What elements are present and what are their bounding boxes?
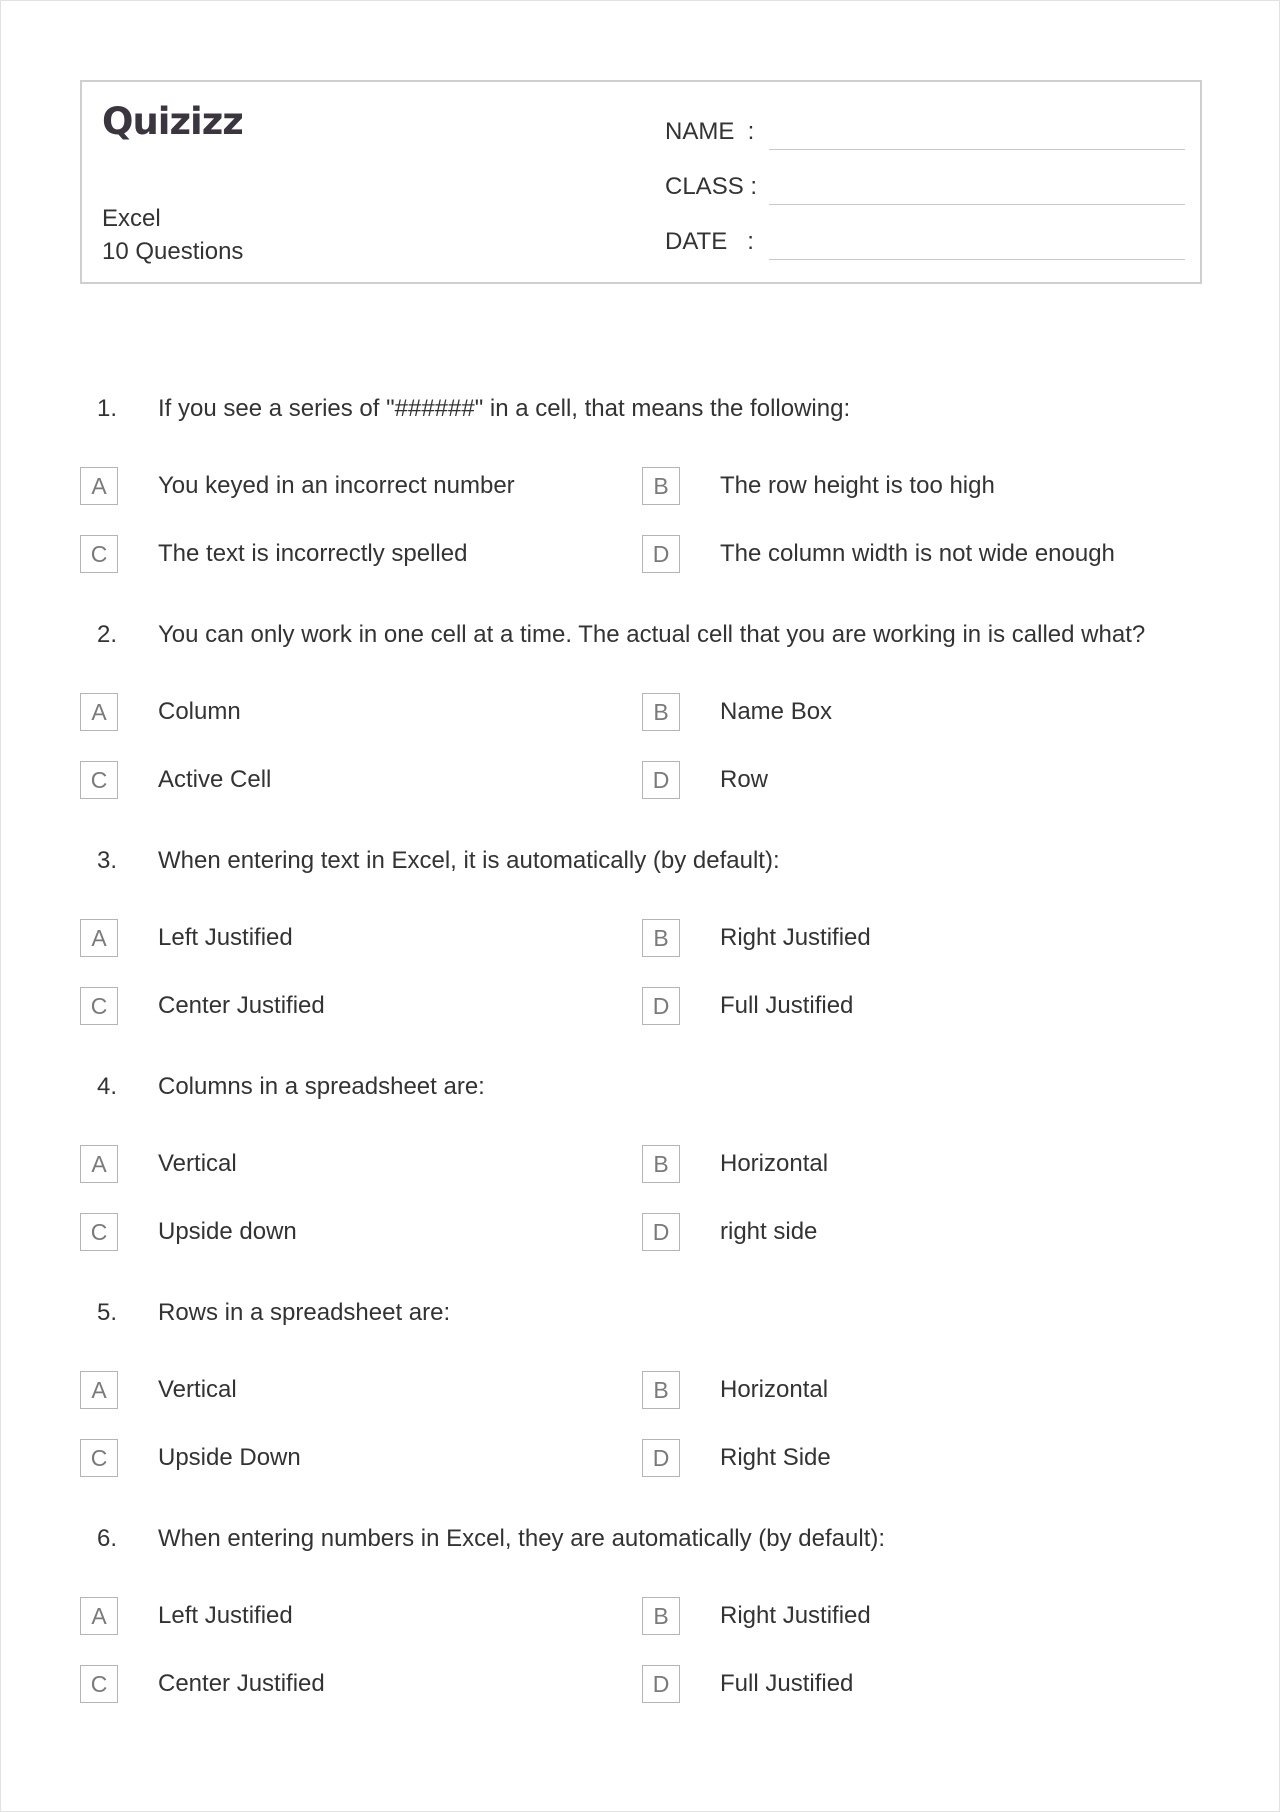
- option-text: Center Justified: [158, 992, 325, 1019]
- option-text: Center Justified: [158, 1670, 325, 1697]
- name-field: [665, 110, 1185, 150]
- question-text: Columns in a spreadsheet are:: [158, 1073, 485, 1100]
- option-letter-box[interactable]: D: [642, 1665, 680, 1703]
- option-letter-box[interactable]: C: [80, 987, 118, 1025]
- option-text: Right Side: [720, 1444, 831, 1471]
- option-text: The column width is not wide enough: [720, 540, 1115, 567]
- option-letter-box[interactable]: A: [80, 919, 118, 957]
- question-number: 2.: [97, 621, 118, 648]
- option-letter-box[interactable]: D: [642, 535, 680, 573]
- date-field-line[interactable]: [769, 259, 1185, 260]
- option-letter-box[interactable]: B: [642, 1145, 680, 1183]
- option-text: Left Justified: [158, 924, 293, 951]
- class-field: [665, 165, 1185, 205]
- date-field: [665, 220, 1185, 260]
- question-count: 10 Questions: [102, 238, 244, 265]
- name-field-line[interactable]: [769, 149, 1185, 150]
- option-text: Row: [720, 766, 769, 793]
- option-letter-box[interactable]: B: [642, 467, 680, 505]
- option-text: Full Justified: [720, 992, 854, 1019]
- option-text: Horizontal: [720, 1150, 829, 1177]
- class-field-label: CLASS :: [665, 173, 758, 200]
- option-letter-box[interactable]: A: [80, 1371, 118, 1409]
- question-number: 5.: [97, 1299, 118, 1326]
- option-letter-box[interactable]: A: [80, 693, 118, 731]
- question-text: If you see a series of "######" in a cell, that means the following:: [158, 395, 851, 422]
- class-field-line[interactable]: [769, 204, 1185, 205]
- question-number: 4.: [97, 1073, 118, 1100]
- option-letter-box[interactable]: B: [642, 1371, 680, 1409]
- option-text: Vertical: [158, 1150, 237, 1177]
- question-number: 3.: [97, 847, 118, 874]
- question-text: When entering text in Excel, it is automatically (by default):: [158, 847, 780, 874]
- question-text: You can only work in one cell at a time. The actual cell that you are working in is called what?: [158, 621, 1146, 648]
- option-text: right side: [720, 1218, 818, 1245]
- name-field-label: NAME :: [665, 118, 755, 145]
- worksheet-header: [80, 80, 1202, 284]
- option-letter-box[interactable]: D: [642, 1439, 680, 1477]
- option-text: Upside Down: [158, 1444, 301, 1471]
- option-letter-box[interactable]: A: [80, 467, 118, 505]
- option-letter-box[interactable]: D: [642, 1213, 680, 1251]
- question-text: Rows in a spreadsheet are:: [158, 1299, 451, 1326]
- option-text: Name Box: [720, 698, 833, 725]
- option-text: Right Justified: [720, 924, 871, 951]
- option-text: Vertical: [158, 1376, 237, 1403]
- option-text: The row height is too high: [720, 472, 995, 499]
- option-letter-box[interactable]: D: [642, 761, 680, 799]
- option-letter-box[interactable]: C: [80, 535, 118, 573]
- option-text: Upside down: [158, 1218, 297, 1245]
- quizizz-logo: Quizizz: [102, 100, 243, 143]
- worksheet-subject: Excel: [102, 205, 161, 232]
- option-text: Column: [158, 698, 241, 725]
- option-text: Full Justified: [720, 1670, 854, 1697]
- option-text: Left Justified: [158, 1602, 293, 1629]
- question-text: When entering numbers in Excel, they are automatically (by default):: [158, 1525, 886, 1552]
- option-letter-box[interactable]: C: [80, 761, 118, 799]
- date-field-label: DATE :: [665, 228, 754, 255]
- option-letter-box[interactable]: C: [80, 1665, 118, 1703]
- option-letter-box[interactable]: B: [642, 693, 680, 731]
- option-letter-box[interactable]: C: [80, 1213, 118, 1251]
- option-letter-box[interactable]: B: [642, 1597, 680, 1635]
- option-text: Right Justified: [720, 1602, 871, 1629]
- option-letter-box[interactable]: C: [80, 1439, 118, 1477]
- option-text: The text is incorrectly spelled: [158, 540, 468, 567]
- question-number: 6.: [97, 1525, 118, 1552]
- option-text: Active Cell: [158, 766, 272, 793]
- option-letter-box[interactable]: A: [80, 1597, 118, 1635]
- option-letter-box[interactable]: B: [642, 919, 680, 957]
- question-number: 1.: [97, 395, 118, 422]
- option-letter-box[interactable]: A: [80, 1145, 118, 1183]
- option-letter-box[interactable]: D: [642, 987, 680, 1025]
- option-text: You keyed in an incorrect number: [158, 472, 515, 499]
- option-text: Horizontal: [720, 1376, 829, 1403]
